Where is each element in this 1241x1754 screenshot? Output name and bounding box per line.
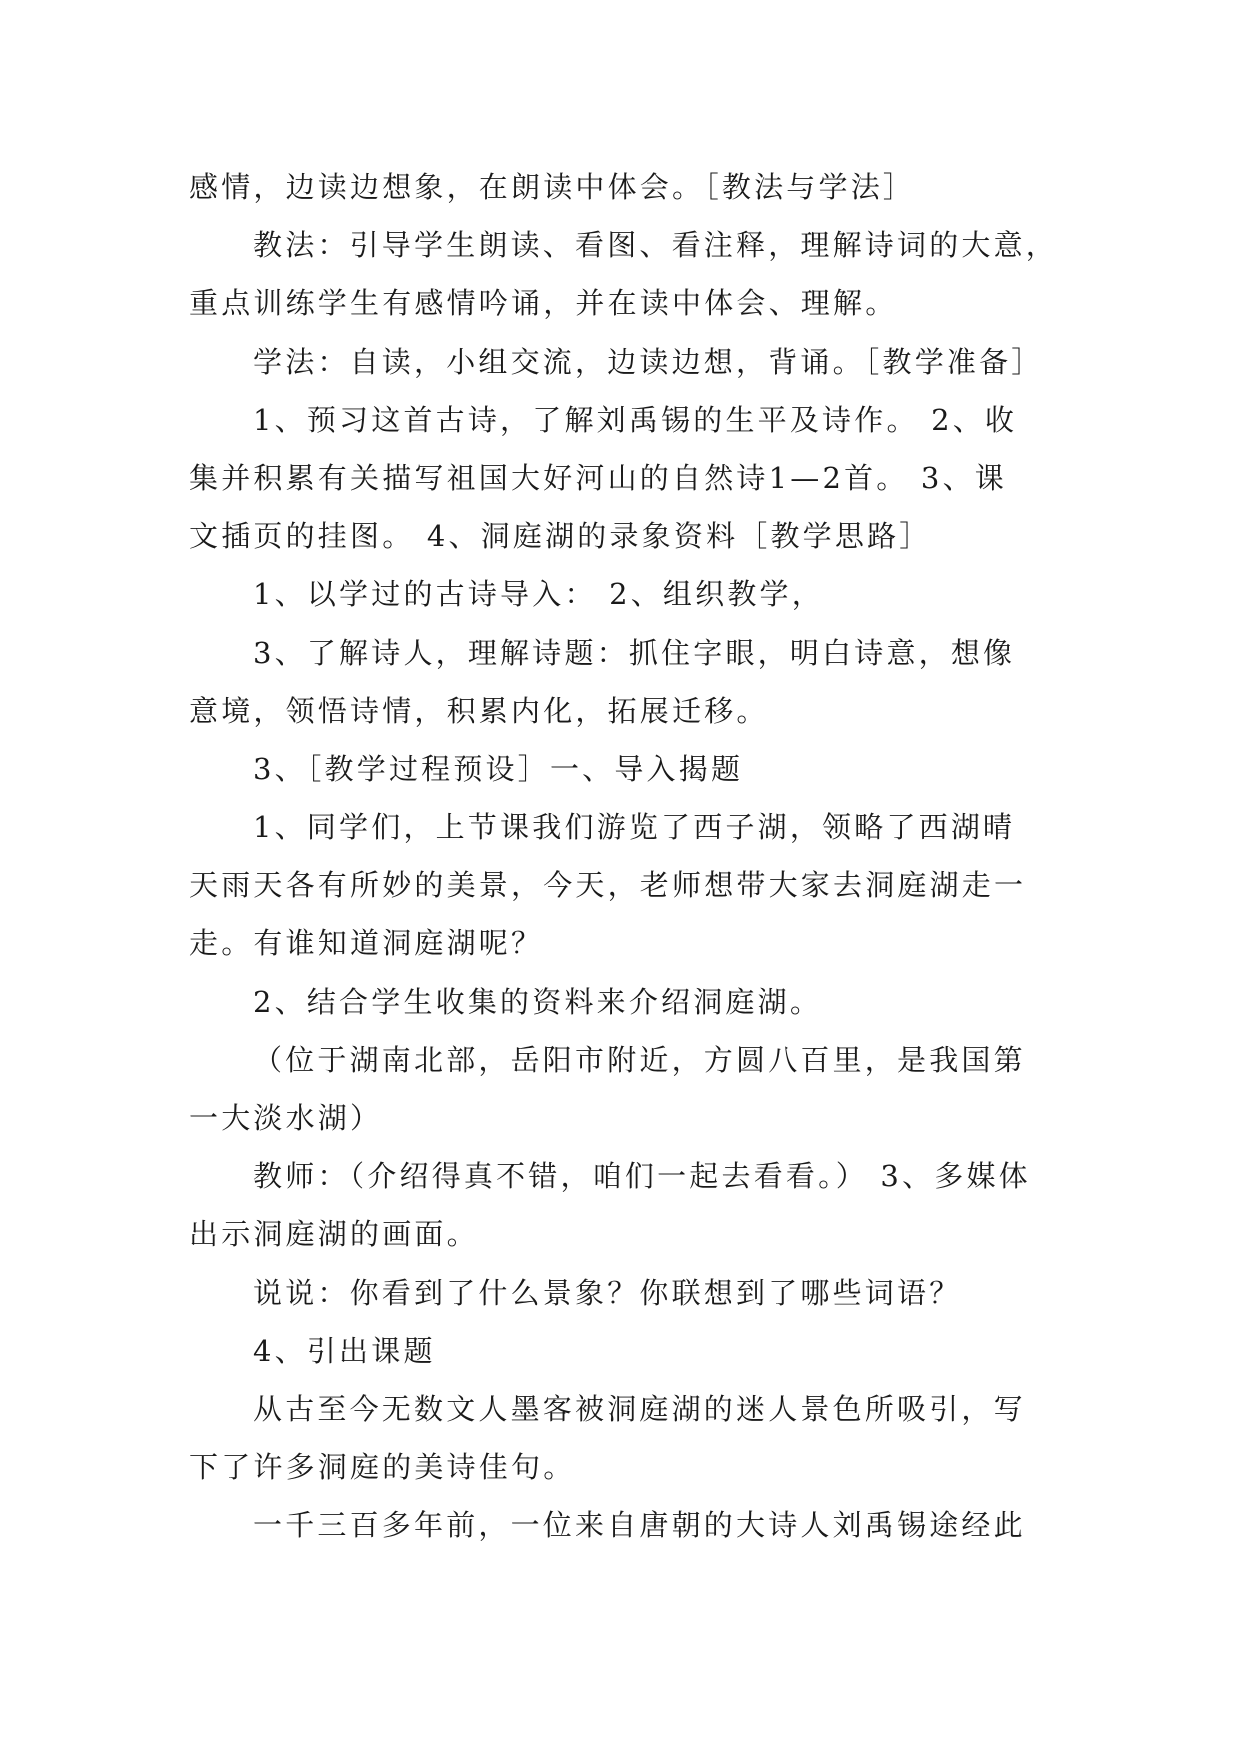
text-line: 集并积累有关描写祖国大好河山的自然诗1—2首。 3、课 [189,460,1007,495]
text-line: 天雨天各有所妙的美景，今天，老师想带大家去洞庭湖走一 [189,868,1027,903]
text-line: 一千三百多年前，一位来自唐朝的大诗人刘禹锡途经此 [253,1508,1026,1543]
text-line: 4、引出课题 [253,1333,436,1368]
text-line: 1、以学过的古诗导入： 2、组织教学， [253,577,824,612]
text-line: 1、预习这首古诗，了解刘禹锡的生平及诗作。 2、收 [253,402,1018,437]
text-line: 学法：自读，小组交流，边读边想，背诵。［教学准备］ [253,344,1044,379]
text-line: 1、同学们，上节课我们游览了西子湖，领略了西湖晴 [253,810,1016,845]
text-line: 教师：（介绍得真不错，咱们一起去看看。） 3、多媒体 [253,1159,1031,1194]
text-line: 3、了解诗人，理解诗题：抓住字眼，明白诗意，想像 [253,635,1016,670]
text-line: 意境，领悟诗情，积累内化，拓展迁移。 [189,693,769,728]
text-line: 一大淡水湖） [189,1101,383,1135]
text-line: （位于湖南北部，岳阳市附近，方圆八百里，是我国第 [253,1042,1026,1077]
text-line: 从古至今无数文人墨客被洞庭湖的迷人景色所吸引，写 [253,1391,1026,1426]
text-line: 文插页的挂图。 4、洞庭湖的录象资料［教学思路］ [189,519,932,554]
text-line: 说说：你看到了什么景象？你联想到了哪些词语？ [253,1275,962,1310]
text-line: 教法：引导学生朗读、看图、看注释，理解诗词的大意， [253,228,1059,263]
text-line: 3、［教学过程预设］一、导入揭题 [253,751,744,786]
text-line: 重点训练学生有感情吟诵，并在读中体会、理解。 [189,286,898,321]
text-line: 2、结合学生收集的资料来介绍洞庭湖。 [253,984,823,1019]
text-line: 走。有谁知道洞庭湖呢？ [189,926,544,961]
body-text [189,158,1059,1555]
text-line: 下了许多洞庭的美诗佳句。 [189,1450,576,1485]
text-line: 感情，边读边想象，在朗读中体会。［教法与学法］ [189,170,916,204]
text-line: 出示洞庭湖的画面。 [189,1217,479,1252]
